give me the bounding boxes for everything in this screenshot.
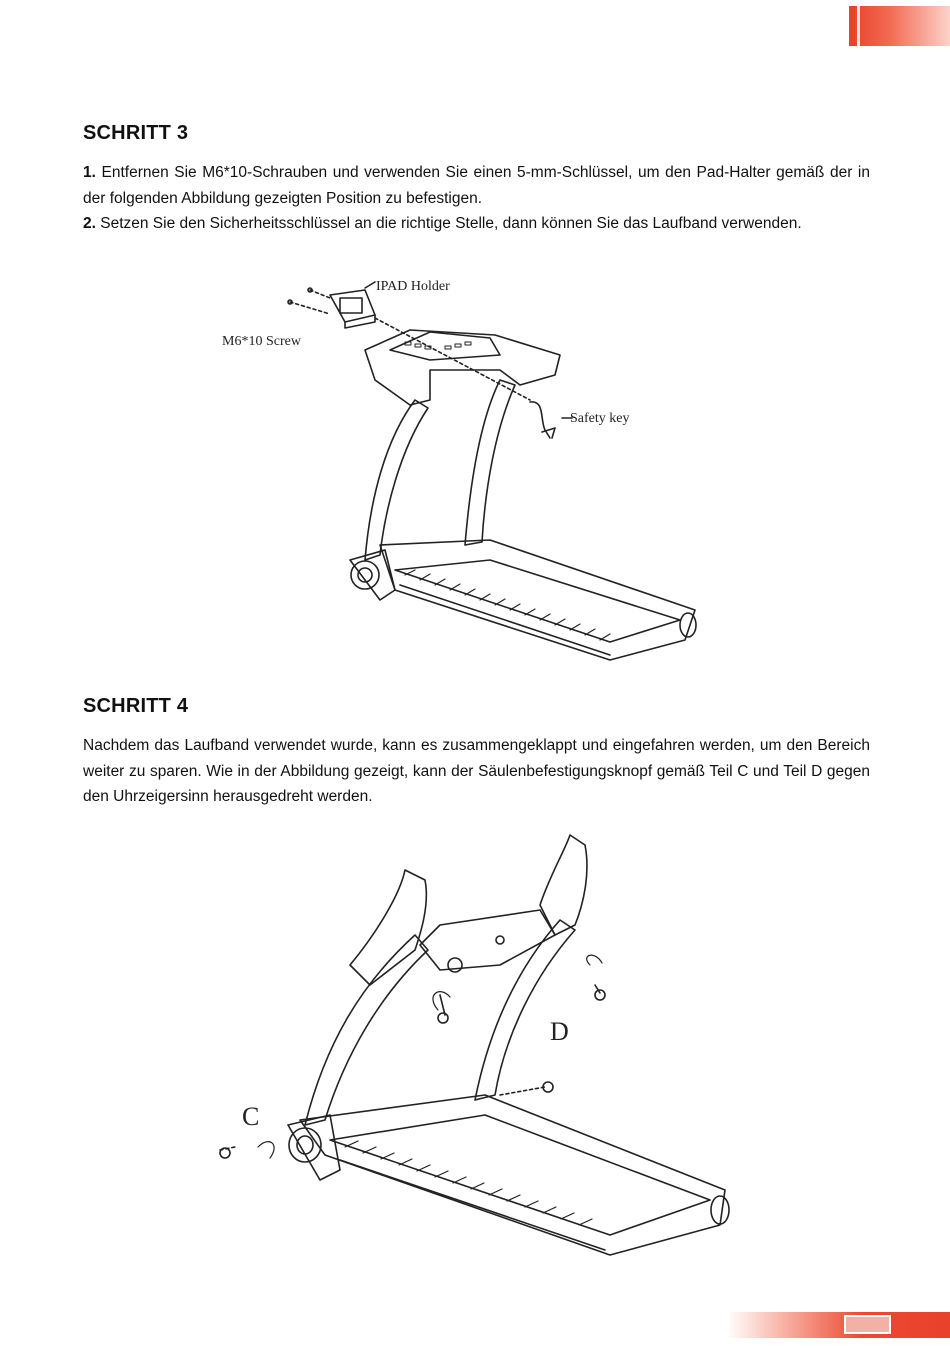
footer-page-box	[844, 1315, 891, 1334]
step3-item1-text: Entfernen Sie M6*10-Schrauben und verwenden Sie einen 5-mm-Schlüssel, um den Pad-Halter gemäß der in der folgenden Abbildung gezeigten Position zu befestigen.	[83, 164, 870, 207]
deck-frame-2	[300, 1095, 725, 1255]
step3-instructions	[83, 160, 870, 237]
left-console-arm	[350, 870, 426, 985]
ipad-holder-label: IPAD Holder	[376, 279, 450, 294]
step4-treadmill-figure	[200, 825, 740, 1275]
safety-key-label: Safety key	[570, 411, 630, 426]
footer-accent-bar	[727, 1312, 950, 1338]
step3-item2-text: Setzen Sie den Sicherheitsschlüssel an die richtige Stelle, dann können Sie das Laufband verwenden.	[95, 215, 802, 232]
deck-frame	[380, 540, 695, 660]
part-c-label: C	[242, 1102, 260, 1131]
console-back-panel	[420, 910, 555, 970]
step3-title: SCHRITT 3	[83, 122, 189, 144]
right-upright-2	[475, 920, 575, 1100]
running-belt	[395, 560, 680, 642]
right-console-arm	[540, 835, 587, 935]
step3-treadmill-figure	[200, 270, 720, 670]
part-d-label: D	[550, 1017, 569, 1046]
left-upright-2	[305, 935, 428, 1125]
step3-item2-number: 2.	[83, 215, 96, 232]
ipad-holder-part	[330, 290, 375, 322]
header-accent-bar	[849, 6, 950, 46]
header-accent-notch	[849, 6, 855, 46]
step3-item1-number: 1.	[83, 164, 96, 181]
console-frame	[365, 330, 560, 405]
header-accent-stripe	[857, 6, 860, 46]
screw-label: M6*10 Screw	[222, 334, 301, 349]
step4-title: SCHRITT 4	[83, 695, 189, 717]
right-upright	[465, 380, 515, 545]
step4-text: Nachdem das Laufband verwendet wurde, kann es zusammengeklappt und eingefahren werden, um den Bereich weiter zu sparen. Wie in der Abbildung gezeigt, kann der Säulenbefestigungsknopf gemäß Teil C und Teil D gegen den Uhrzeigersinn herausgedreht werden.	[83, 737, 870, 805]
left-upright	[365, 400, 428, 560]
transport-wheel-circle	[351, 561, 379, 589]
safety-key-part	[530, 402, 550, 438]
running-belt-2	[330, 1115, 710, 1235]
